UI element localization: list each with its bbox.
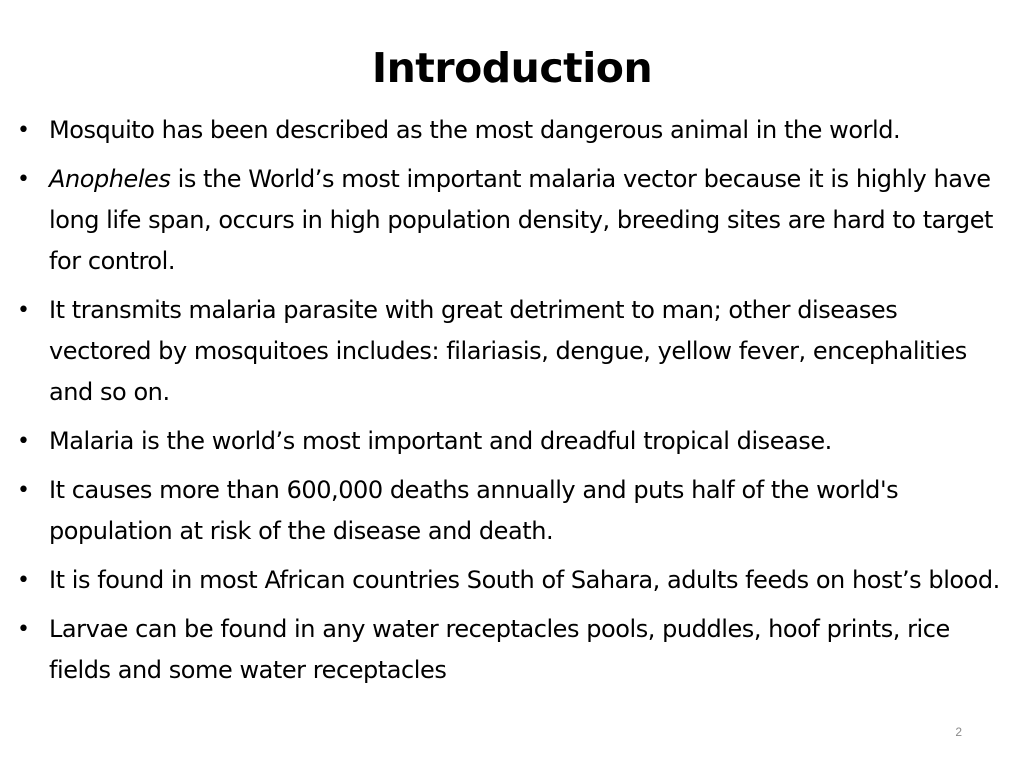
bullet-list xyxy=(0,110,1024,699)
bullet-dot-icon: • xyxy=(17,617,30,642)
bullet-item xyxy=(0,159,1024,282)
bullet-text: It is found in most African countries South of Sahara, adults feeds on host’s blood. xyxy=(49,566,1000,594)
bullet-item xyxy=(0,609,1024,691)
bullet-dot-icon: • xyxy=(17,298,30,323)
bullet-text: Larvae can be found in any water receptacles pools, puddles, hoof prints, rice fields and some water receptacles xyxy=(49,615,950,684)
bullet-item xyxy=(0,110,1024,151)
bullet-text: It causes more than 600,000 deaths annually and puts half of the world's population at risk of the disease and death. xyxy=(49,476,899,545)
bullet-dot-icon: • xyxy=(17,568,30,593)
bullet-dot-icon: • xyxy=(17,478,30,503)
bullet-text: is the World’s most important malaria vector because it is highly have long life span, occurs in high population density, breeding sites are hard to target for control. xyxy=(49,165,993,275)
bullet-item xyxy=(0,470,1024,552)
bullet-item xyxy=(0,421,1024,462)
bullet-dot-icon: • xyxy=(17,429,30,454)
bullet-item xyxy=(0,560,1024,601)
slide-title: Introduction xyxy=(371,44,653,92)
bullet-dot-icon: • xyxy=(17,167,30,192)
bullet-text: It transmits malaria parasite with great detriment to man; other diseases vectored by mosquitoes includes: filariasis, dengue, yellow fever, encephalities and so on. xyxy=(49,296,967,406)
slide-number: 2 xyxy=(955,725,962,739)
bullet-item xyxy=(0,290,1024,413)
bullet-text: Mosquito has been described as the most dangerous animal in the world. xyxy=(49,116,901,144)
bullet-text: Malaria is the world’s most important and dreadful tropical disease. xyxy=(49,427,832,455)
bullet-italic-term: Anopheles xyxy=(49,165,171,193)
bullet-dot-icon: • xyxy=(17,118,30,143)
